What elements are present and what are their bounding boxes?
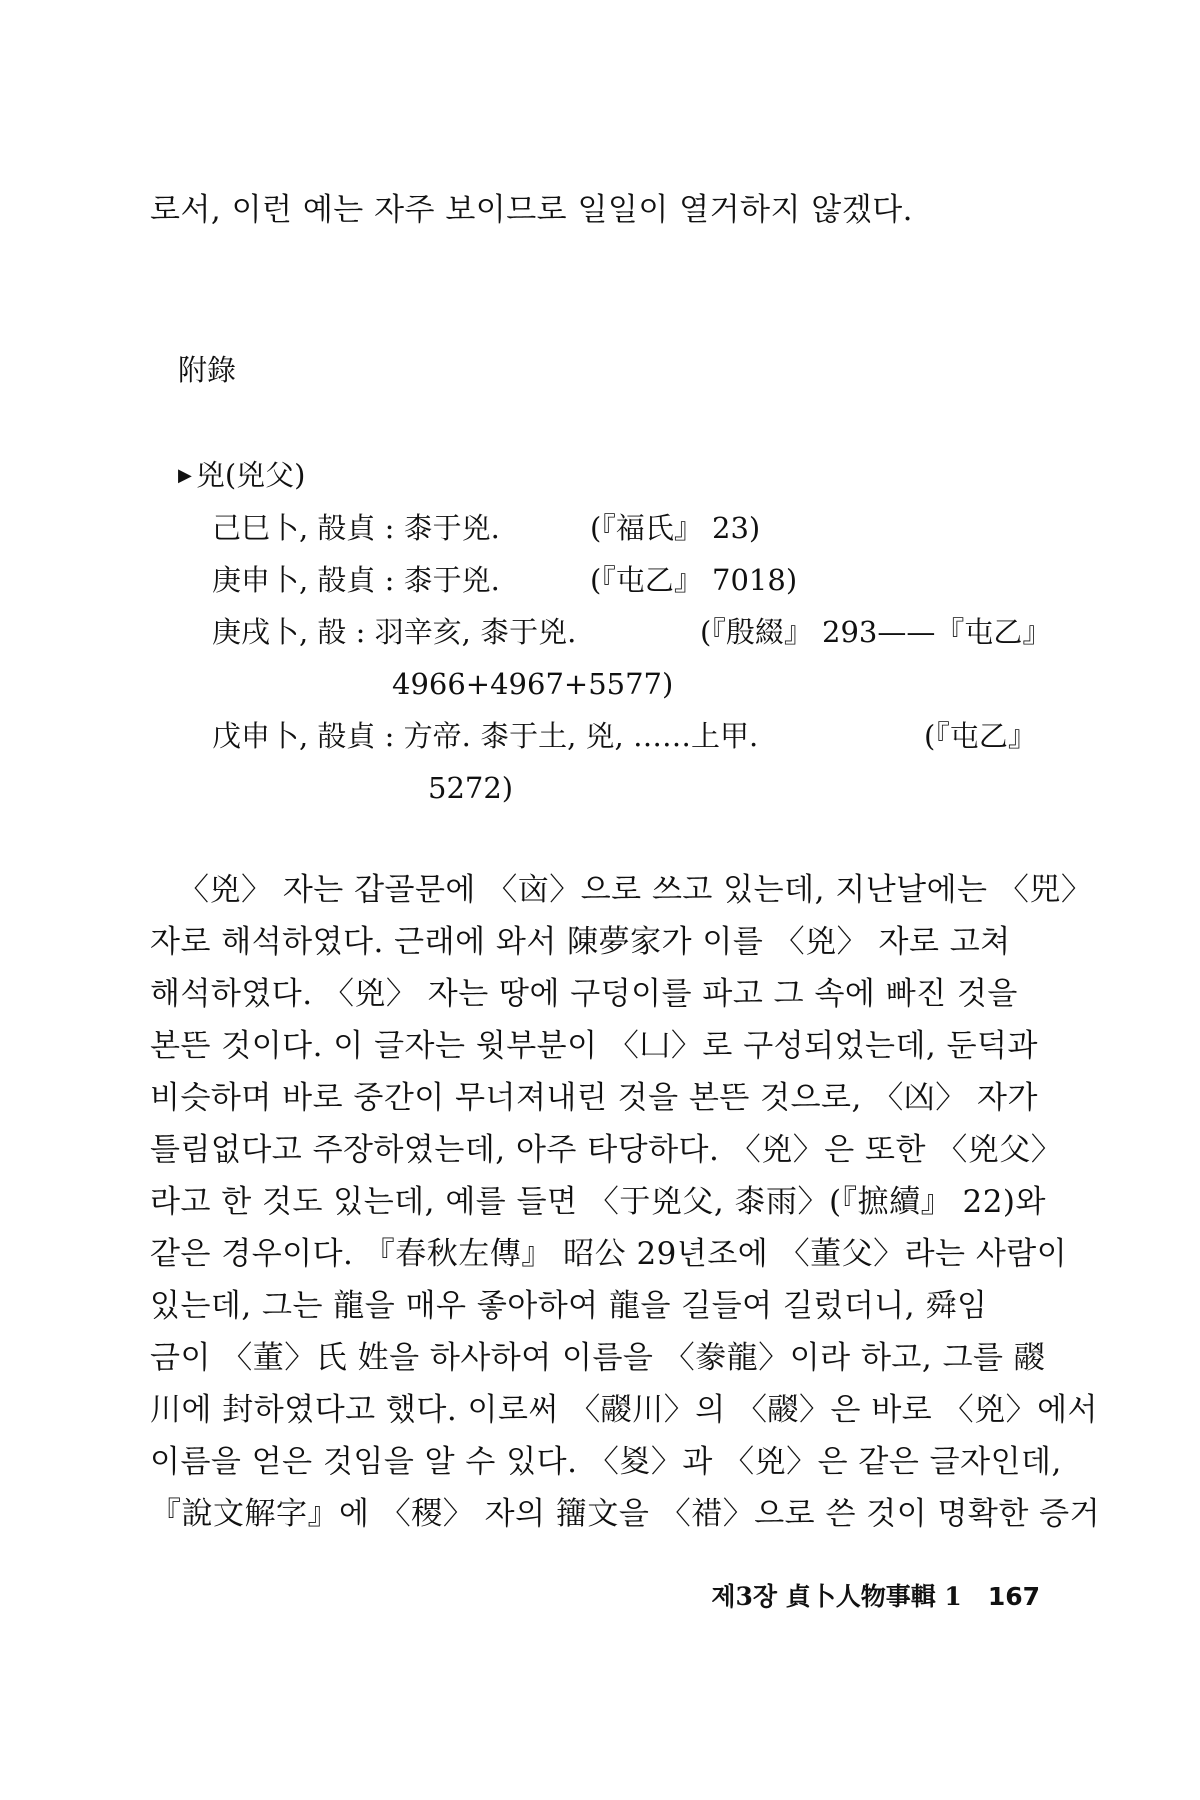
inscription-source: (『屯乙』 7018) (590, 563, 798, 597)
body-line: 있는데, 그는 龍을 매우 좋아하여 龍을 길들여 길렀더니, 舜임 (150, 1288, 988, 1324)
body-line: 라고 한 것도 있는데, 예를 들면 〈于兇父, 桼雨〉(『摭續』 22)와 (150, 1184, 1046, 1220)
inscription-entry (212, 508, 761, 548)
inscription-entry (212, 612, 1052, 652)
inscription-text: 5272) (428, 771, 514, 805)
body-line: 〈兇〉 자는 갑골문에 〈㐫〉으로 쓰고 있는데, 지난날에는 〈兕〉 (178, 872, 1093, 908)
inscription-entry (212, 560, 798, 600)
inscription-text: 4966+4967+5577) (392, 667, 674, 701)
inscription-entry (392, 664, 673, 704)
body-line: 금이 〈董〉氏 姓을 하사하여 이름을 〈豢龍〉이라 하고, 그를 鬷 (150, 1340, 1046, 1376)
inscription-source: (『屯乙』 (924, 719, 1037, 753)
inscription-text: 庚戌卜, 㱿 : 羽辛亥, 桼于兇. (212, 615, 577, 649)
inscription-entry (428, 768, 513, 808)
inscription-source: (『福氏』 23) (590, 511, 761, 545)
inscription-source: (『殷綴』 293——『屯乙』 (700, 615, 1052, 649)
intro-line: 로서, 이런 예는 자주 보이므로 일일이 열거하지 않겠다. (150, 192, 913, 228)
triangle-bullet-icon: ▶ (178, 465, 192, 486)
body-line: 해석하였다. 〈兇〉 자는 땅에 구덩이를 파고 그 속에 빠진 것을 (150, 976, 1018, 1012)
body-line: 비슷하며 바로 중간이 무너져내린 것을 본뜬 것으로, 〈凶〉 자가 (150, 1080, 1038, 1116)
body-line: 이름을 얻은 것임을 알 수 있다. 〈㚇〉과 〈兇〉은 같은 글자인데, (150, 1444, 1062, 1480)
inscription-text: 己巳卜, 㱿貞 : 桼于兇. (212, 511, 500, 545)
page-footer (0, 1580, 1040, 1614)
body-line: 같은 경우이다. 『春秋左傳』 昭公 29년조에 〈董父〉라는 사람이 (150, 1236, 1068, 1272)
inscription-text: 戊申卜, 㱿貞 : 方帝. 桼于土, 兇, ……上甲. (212, 719, 759, 753)
page-number: 167 (987, 1582, 1040, 1611)
body-line: 자로 해석하였다. 근래에 와서 陳夢家가 이를 〈兇〉 자로 고쳐 (150, 924, 1011, 960)
running-header-chapter: 제3장 貞卜人物事輯 1 (711, 1582, 962, 1611)
body-line: 본뜬 것이다. 이 글자는 윗부분이 〈凵〉로 구성되었는데, 둔덕과 (150, 1028, 1038, 1064)
body-line: 틀림없다고 주장하였는데, 아주 타당하다. 〈兇〉은 또한 〈兇父〉 (150, 1132, 1063, 1168)
inscription-text: 庚申卜, 㱿貞 : 桼于兇. (212, 563, 500, 597)
appendix-bullet (178, 455, 305, 496)
appendix-heading: 附錄 (178, 353, 237, 387)
body-line: 『說文解字』에 〈稷〉 자의 籒文을 〈䄍〉으로 쓴 것이 명확한 증거 (150, 1496, 1101, 1532)
inscription-entry (212, 716, 1037, 756)
body-line: 川에 封하였다고 했다. 이로써 〈鬷川〉의 〈鬷〉은 바로 〈兇〉에서 (150, 1392, 1098, 1428)
bullet-title: 兇(兇父) (195, 458, 306, 492)
